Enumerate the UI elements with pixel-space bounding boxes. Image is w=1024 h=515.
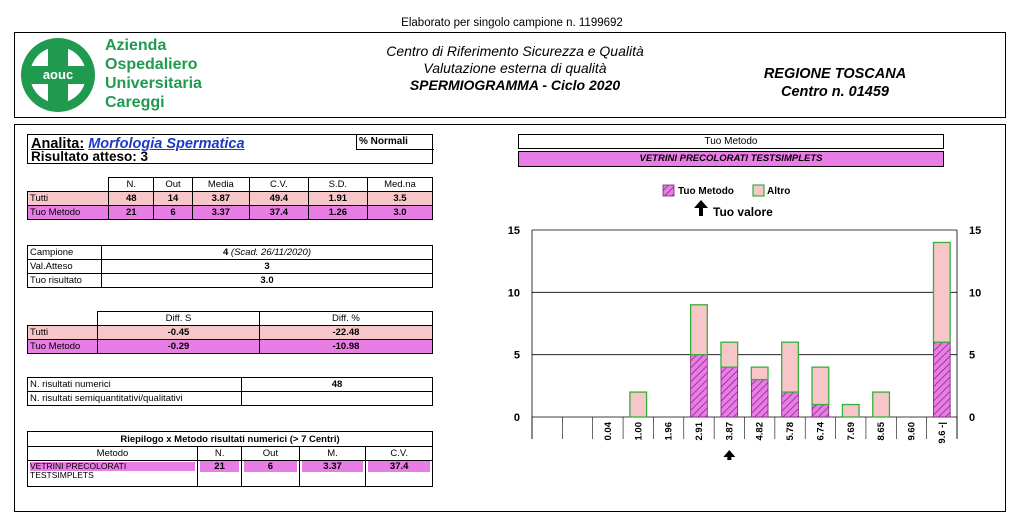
chart-method: VETRINI PRECOLORATI TESTSIMPLETS [518,151,944,167]
legend-swatch [663,185,674,196]
y-tick-label: 15 [507,225,520,237]
x-tick-label: 0.04 [602,422,614,441]
legend-label: Altro [767,186,791,197]
x-tick-label: 9.6 -| [936,422,948,444]
analyte-box: Analita: Morfologia Spermatica % Normali Risultato atteso: 3 [27,134,433,164]
bar-altro [630,392,647,417]
table-row: Tutti 48 14 3.87 49.4 1.91 3.5 [28,192,433,206]
table-row: Tuo risultato 3.0 [28,274,433,288]
table-row: VETRINI PRECOLORATI TESTSIMPLETS 21 6 3.37 37.4 [28,461,433,487]
x-tick-label: 7.69 [845,422,857,441]
difference-table: Diff. S Diff. % Tutti -0.45 -22.48 Tuo Metodo -0.29 -10.98 [27,311,433,354]
table-row: Tuo Metodo -0.29 -10.98 [28,340,433,354]
report-header [14,32,1006,118]
x-tick-label: 4.82 [754,422,766,441]
sample-table [27,245,433,288]
x-tick-label: 8.65 [876,422,888,441]
counts-table [27,377,433,406]
legend-label: Tuo Metodo [678,186,734,197]
bar-altro [842,405,859,417]
stats-table: N. Out Media C.V. S.D. Med.na Tutti 48 14 3.87 49.4 1.91 3.5 Tuo Metodo 21 6 3.37 37.4 1.26 3.0 [27,177,433,220]
analyte-name: Morfologia Spermatica [88,136,245,152]
y-tick-label: 5 [969,349,976,362]
unit-label: % Normali [356,135,434,150]
bar-altro [873,392,890,417]
x-tick-label: 9.60 [906,422,918,441]
y-tick-label: 15 [969,225,982,237]
table-row: Campione 4 (Scad. 26/11/2020) [28,246,433,260]
bar-altro [782,342,799,392]
x-tick-label: 5.78 [785,422,797,441]
y-tick-label: 5 [513,349,520,362]
bar-altro [751,367,768,379]
region-block: REGIONE TOSCANA Centro n. 01459 [763,66,907,100]
up-arrow-icon [694,200,708,216]
histogram-chart [475,180,995,460]
x-tick-label: 6.74 [815,422,827,441]
x-tick-label: 1.96 [663,422,675,441]
table-row: N. risultati numerici 48 [28,378,433,392]
bar-tuo-metodo [933,342,950,417]
y-tick-label: 10 [969,287,982,300]
bar-tuo-metodo [691,355,708,417]
bar-altro [812,367,829,404]
x-tick-label: 3.87 [724,422,736,441]
result-marker-icon [723,450,735,460]
x-tick-label: 2.91 [693,422,705,441]
table-row: N. risultati semiquantitativi/qualitativi [28,392,433,406]
table-row: Tuo Metodo 21 6 3.37 37.4 1.26 3.0 [28,206,433,220]
y-tick-label: 0 [969,412,976,424]
table-row: Val.Atteso 3 [28,260,433,274]
marker-legend-label: Tuo valore [713,205,773,219]
y-tick-label: 0 [513,412,520,424]
summary-table: Riepilogo x Metodo risultati numerici (> 7 Centri) Metodo N. Out M. C.V. VETRINI PRECOLORATI TESTSIMPLETS 21 6 3.37 37.4 [27,431,433,487]
expected-result: Risultato atteso: 3 [31,149,149,164]
bar-altro [691,305,708,355]
hospital-logo: aouc [21,38,95,112]
bar-tuo-metodo [782,392,799,417]
bar-tuo-metodo [721,367,738,417]
table-row: Tutti -0.45 -22.48 [28,326,433,340]
bar-tuo-metodo [812,405,829,417]
x-tick-label: 1.00 [633,422,645,441]
report-note: Elaborato per singolo campione n. 1199692 [401,17,623,29]
report-body [14,124,1006,512]
y-tick-label: 10 [507,287,520,300]
legend-swatch [753,185,764,196]
chart-title: Tuo Metodo [518,134,944,149]
organization-name: Azienda Ospedaliero Universitaria Careggi [105,37,202,111]
bar-altro [721,342,738,367]
bar-altro [933,242,950,342]
bar-tuo-metodo [751,380,768,417]
program-title: Centro di Riferimento Sicurezza e Qualità Valutazione esterna di qualità SPERMIOGRAMMA - Ciclo 2020 [386,43,644,93]
